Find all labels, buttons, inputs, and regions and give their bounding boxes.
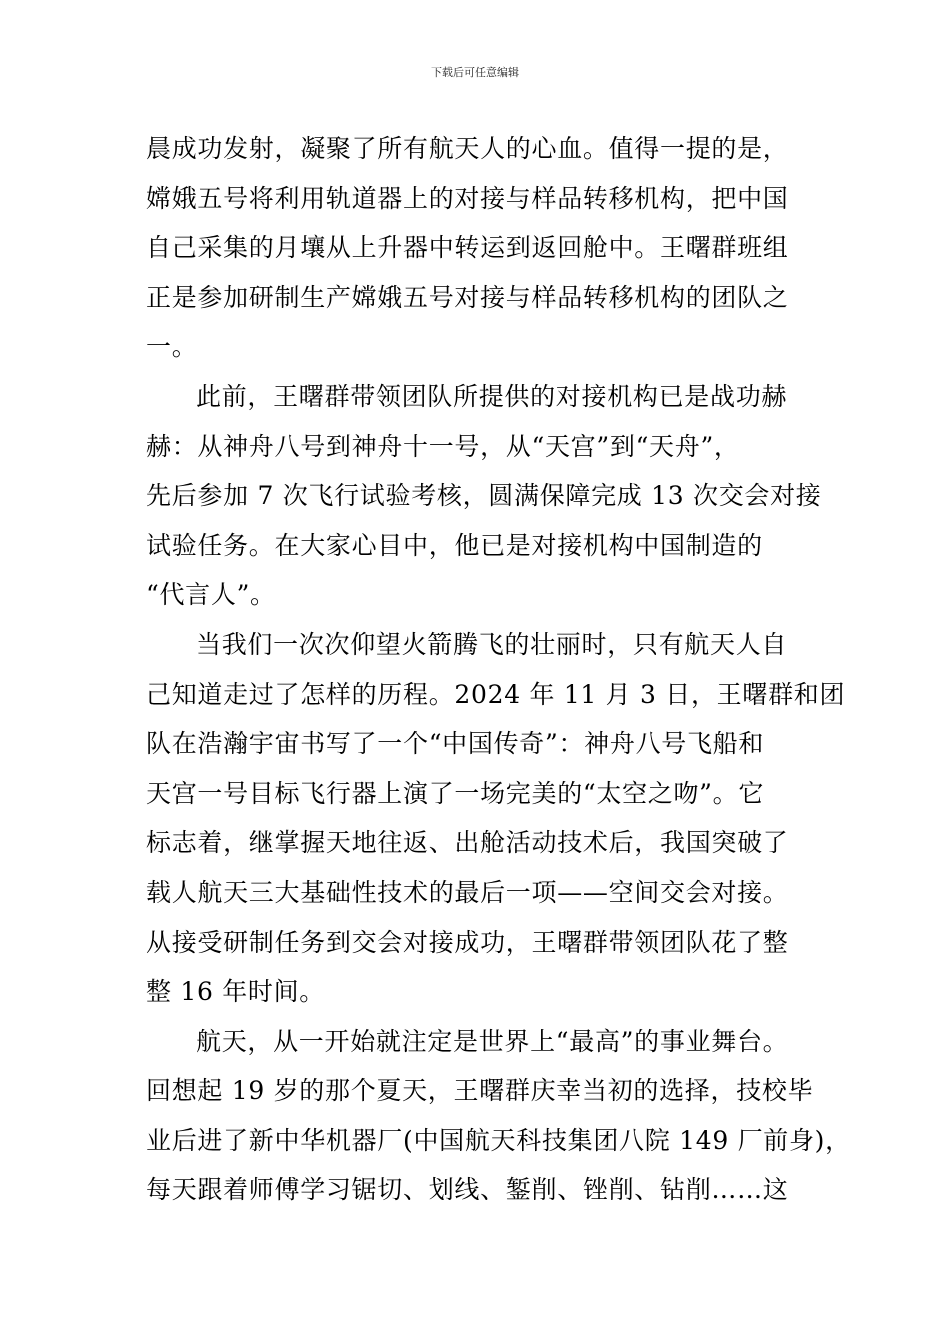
- paragraph-first-line: 此前，王曙群带领团队所提供的对接机构已是战功赫: [196, 381, 788, 411]
- text-line: 嫦娥五号将利用轨道器上的对接与样品转移机构，把中国: [146, 183, 789, 213]
- page-header: 下载后可任意编辑: [431, 66, 519, 79]
- paragraph-first-line: 航天，从一开始就注定是世界上“最高”的事业舞台。: [196, 1026, 789, 1056]
- text-line: 天宫一号目标飞行器上演了一场完美的“太空之吻”。它: [146, 778, 765, 808]
- text-line: “代言人”。: [146, 580, 276, 610]
- text-line: 标志着，继掌握天地往返、出舱活动技术后，我国突破了: [146, 828, 789, 858]
- text-line: 赫：从神舟八号到神舟十一号，从“天宫”到“天舟”，: [146, 431, 740, 461]
- text-line: 载人航天三大基础性技术的最后一项——空间交会对接。: [146, 877, 789, 907]
- text-line: 自己采集的月壤从上升器中转运到返回舱中。王曙群班组: [146, 233, 789, 263]
- text-line: 业后进了新中华机器厂(中国航天科技集团八院 149 厂前身)，: [146, 1125, 851, 1155]
- text-line: 整 16 年时间。: [146, 977, 326, 1007]
- document-body: [146, 124, 851, 1215]
- text-line: 晨成功发射，凝聚了所有航天人的心血。值得一提的是，: [146, 134, 789, 163]
- text-line: 回想起 19 岁的那个夏天，王曙群庆幸当初的选择，技校毕: [146, 1076, 814, 1106]
- text-line: 每天跟着师傅学习锯切、划线、錾削、锉削、钻削……这: [146, 1175, 789, 1205]
- text-line: 队在浩瀚宇宙书写了一个“中国传奇”：神舟八号飞船和: [146, 729, 765, 759]
- text-line: 先后参加 7 次飞行试验考核，圆满保障完成 13 次交会对接: [146, 481, 822, 511]
- text-line: 正是参加研制生产嫦娥五号对接与样品转移机构的团队之: [146, 282, 789, 312]
- text-line: 一。: [146, 332, 198, 362]
- text-line: 从接受研制任务到交会对接成功，王曙群带领团队花了整: [146, 927, 789, 957]
- text-line: 试验任务。在大家心目中，他已是对接机构中国制造的: [146, 530, 763, 560]
- text-line: 己知道走过了怎样的历程。2024 年 11 月 3 日，王曙群和团: [146, 679, 846, 709]
- paragraph-first-line: 当我们一次次仰望火箭腾飞的壮丽时，只有航天人自: [196, 629, 788, 659]
